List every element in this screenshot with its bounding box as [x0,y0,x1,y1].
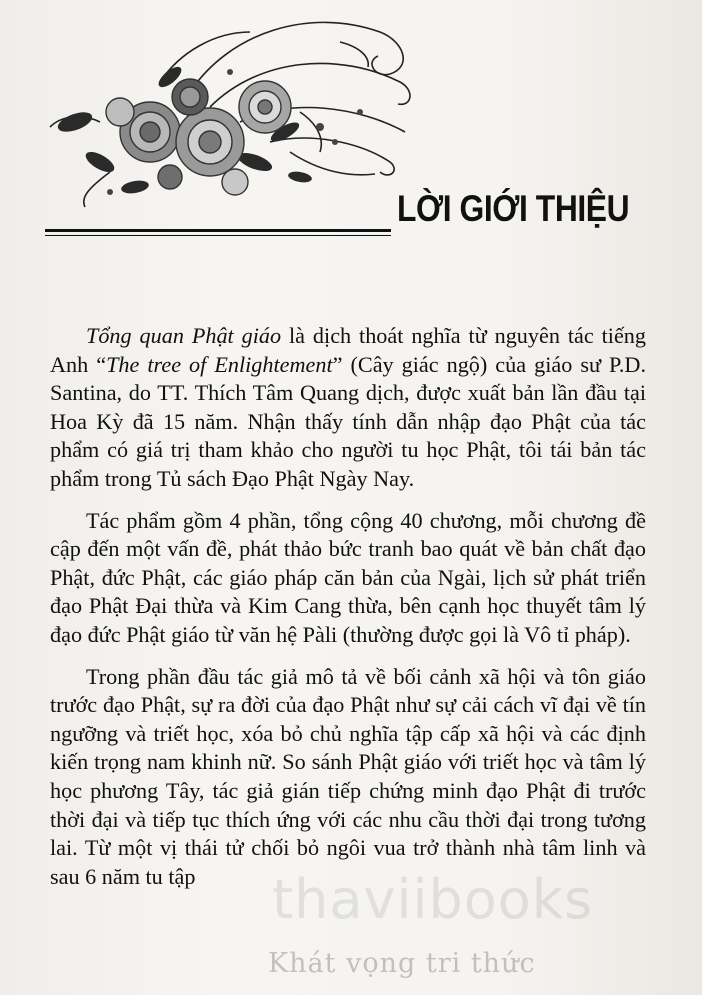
page-title: LỜI GIỚI THIỆU [397,188,630,229]
watermark-slogan: Khát vọng tri thức [268,948,536,979]
title-rule-thin [45,235,391,236]
body-text [50,322,646,891]
floral-ornament-icon [40,12,420,212]
book-title-italic: Tổng quan Phật giáo [86,323,282,348]
paragraph-2: Tác phẩm gồm 4 phần, tổng cộng 40 chương, mỗi chương đề cập đến một vấn đề, phát thảo bức tranh bao quát về bản chất đạo Phật, đức Phật, các giáo pháp căn bản của Ngài, lịch sử phát triển đạo Phật Đại thừa và Kim Cang thừa, bên cạnh học thuyết tâm lý đạo đức Phật giáo từ văn hệ Pàli (thường được gọi là Vô tỉ pháp). [50,507,646,647]
paragraph-1-text-a: là dịch thoát nghĩa từ nguyên tác tiếng Anh “ [50,323,646,377]
paragraph-1-text-b: ” (Cây giác ngộ) của giáo sư P.D. Santina, do TT. Thích Tâm Quang dịch, được xuất bản lần đầu tại Hoa Kỳ đã 15 năm. Nhận thấy tính dẫn nhập đạo Phật của tác phẩm có giá trị tham khảo cho người tu học Phật, tôi tái bản tác phẩm trong Tủ sách Đạo Phật Ngày Nay. [50,351,646,491]
watermark-brand: thaviibooks [272,868,594,931]
paragraph-1 [50,322,646,494]
english-title-italic: The tree of Enlightement [106,351,333,377]
title-rule [45,229,391,232]
paragraph-3: Trong phần đầu tác giả mô tả về bối cảnh xã hội và tôn giáo trước đạo Phật, sự ra đời của đạo Phật như sự cải cách vĩ đại về tín ngưỡng và triết học, xóa bỏ chủ nghĩa tập cấp xã hội và các định kiến trọng nam khinh nữ. So sánh Phật giáo với triết học và tâm lý học phương Tây, tác giả gián tiếp chứng minh đạo Phật đi trước thời đại và tiếp tục thích ứng với các nhu cầu thời đại trong tương lai. Từ một vị thái tử chối bỏ ngôi vua trở thành nhà tâm linh và sau 6 năm tu tập [50,663,646,889]
